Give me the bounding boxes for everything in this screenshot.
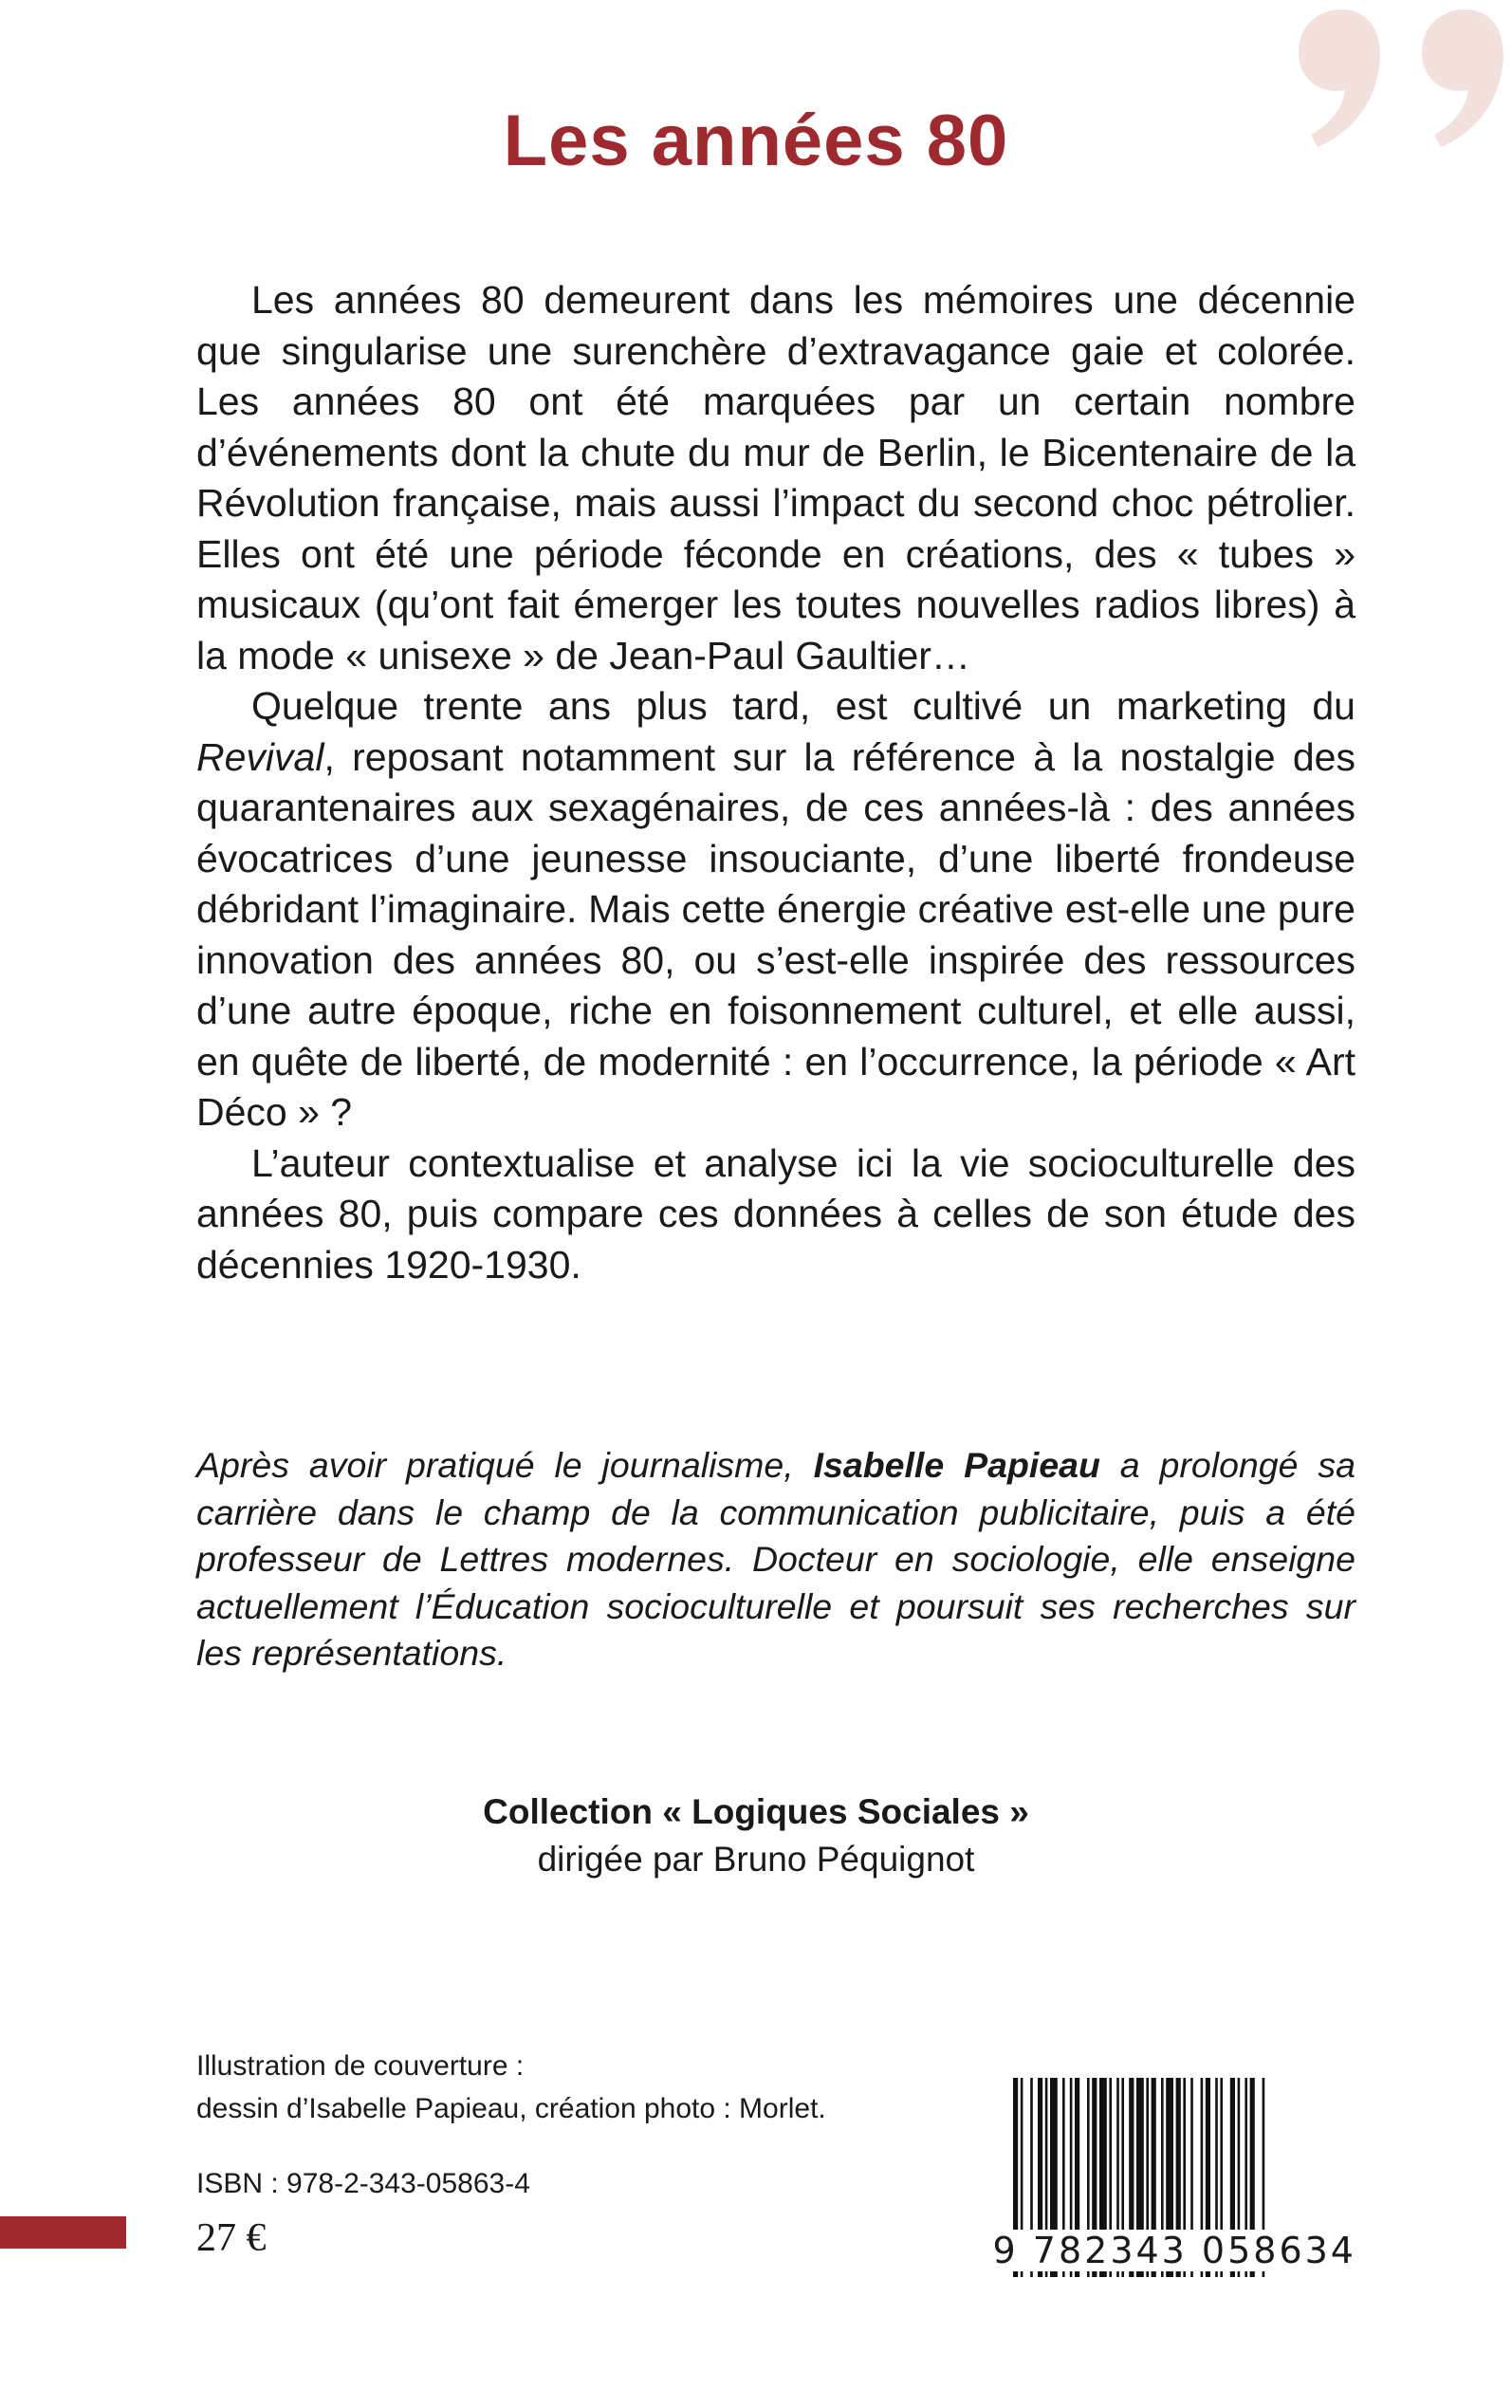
- back-cover-summary: [196, 275, 1355, 1290]
- author-bio: Après avoir pratiqué le journalisme, Isabelle Papieau a prolongé sa carrière dans le champ de la communication publicitaire, puis a été professeur de Lettres modernes. Docteur en sociologie, elle enseigne actuellement l’Éducation socioculturelle et poursuit ses recherches sur les représentations.: [196, 1445, 1355, 1673]
- credits-line: Illustration de couverture :: [196, 2050, 525, 2082]
- collection-name: Collection « Logiques Sociales »: [483, 1792, 1029, 1831]
- book-title: Les années 80: [503, 101, 1009, 181]
- author-name: Isabelle Papieau: [813, 1445, 1100, 1485]
- credits-line: dessin d’Isabelle Papieau, création photo : Morlet.: [196, 2093, 826, 2124]
- summary-paragraph: Quelque trente ans plus tard, est cultivé un marketing du Revival, reposant notamment sur la référence à la nostalgie des quarantenaires aux sexagénaires, de ces années-là : des années évocatrices d’une jeunesse insouciante, d’une liberté frondeuse débridant l’imaginaire. Mais cette énergie créative est-elle une pure innovation des années 80, ou s’est-elle inspirée des ressources d’une autre époque, riche en foisonnement culturel, et elle aussi, en quête de liberté, de modernité : en l’occurrence, la période « Art Déco » ?: [196, 684, 1355, 1134]
- accent-bar: [0, 2216, 126, 2249]
- collection-director: dirigée par Bruno Péquignot: [537, 1840, 975, 1879]
- summary-paragraph: L’auteur contextualise et analyse ici la vie socioculturelle des années 80, puis compare ces données à celles de son étude des décennies 1920-1930.: [196, 1140, 1355, 1287]
- cover-credits: [196, 2045, 826, 2130]
- barcode-number: 9 782343 058634: [990, 2230, 1356, 2271]
- revival-italic: Revival: [196, 734, 324, 779]
- summary-paragraph: Les années 80 demeurent dans les mémoires une décennie que singularise une surenchère d’extravagance gaie et colorée. Les années 80 ont été marquées par un certain nombre d’événements dont la chute du mur de Berlin, le Bicentenaire de la Révolution française, mais aussi l’impact du second choc pétrolier. Elles ont été une période féconde en créations, des « tubes » musicaux (qu’ont fait émerger les toutes nouvelles radios libres) à la mode « unisexe » de Jean-Paul Gaultier…: [196, 278, 1355, 677]
- collection-info: [0, 1788, 1512, 1883]
- price: 27 €: [196, 2216, 267, 2260]
- isbn: ISBN : 978-2-343-05863-4: [196, 2168, 530, 2199]
